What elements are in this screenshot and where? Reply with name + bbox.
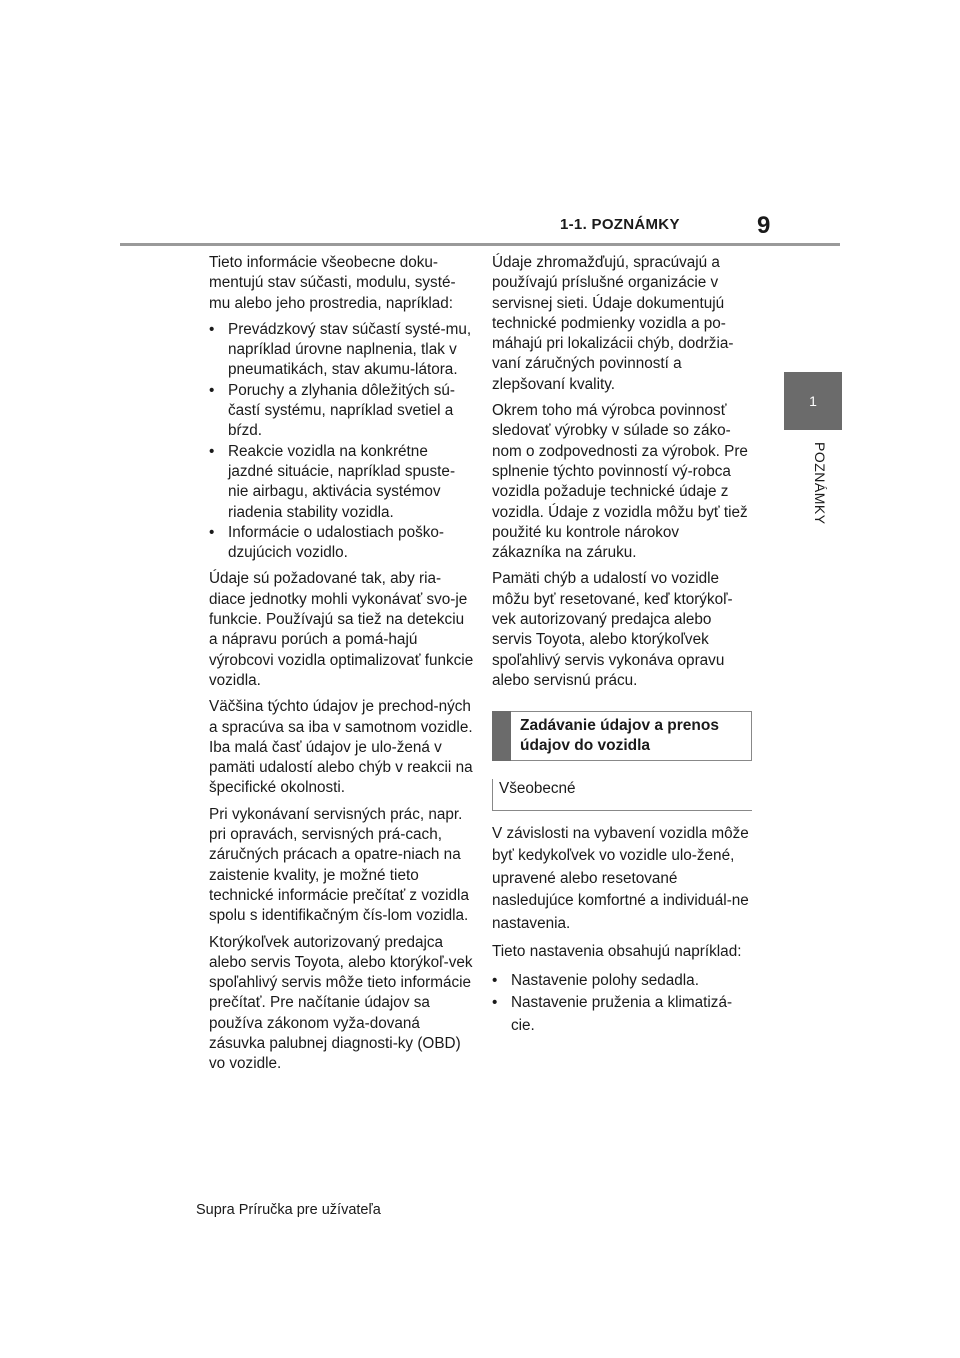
section-title: Zadávanie údajov a prenos údajov do vozidla (520, 717, 719, 755)
paragraph: Pamäti chýb a udalostí vo vozidle môžu byť resetované, keď ktorýkoľ-vek autorizovaný predajca alebo servis Toyota, alebo ktorýkoľvek spoľahlivý servis vykonáva opravu alebo servisnú prácu. (492, 570, 733, 689)
intro-paragraph: Tieto informácie všeobecne doku-mentujú stav súčasti, modulu, systé-mu alebo jeho prostredia, napríklad: (209, 254, 456, 312)
chapter-side-label: POZNÁMKY (812, 442, 828, 525)
chapter-tab: 1 (784, 372, 842, 430)
list-item: • Reakcie vozidla na konkrétne jazdné situácie, napríklad spuste-nie airbagu, aktivácia systémov riadenia stability vozidla. (209, 442, 474, 523)
right-column (492, 253, 752, 1043)
list-item: • Nastavenie polohy sedadla. (492, 970, 752, 993)
list-intro: Tieto nastavenia obsahujú napríklad: (492, 943, 742, 961)
list-item: • Poruchy a zlyhania dôležitých sú-častí systému, napríklad svetiel a bŕzd. (209, 381, 474, 442)
list-item: • Prevádzkový stav súčastí systé-mu, napríklad úrovne naplnenia, tlak v pneumatikách, stav akumu-látora. (209, 320, 474, 381)
paragraph: Väčšina týchto údajov je prechod-ných a spracúva sa iba v samotnom vozidle. Iba malá časť údajov je ulo-žená v pamäti udalostí alebo chýb v reakcii na špecifické okolnosti. (209, 698, 473, 797)
page-number: 9 (757, 212, 771, 239)
list-item: • Nastavenie pruženia a klimatizá-cie. (492, 992, 752, 1037)
paragraph: Údaje sú požadované tak, aby ria-diace jednotky mohli vykonávať svo-je funkcie. Používajú sa tiež na detekciu a nápravu porúch a pomá-hajú výrobcovi vozidla optimalizovať funkcie vozidla. (209, 570, 474, 689)
paragraph: Údaje zhromažďujú, spracúvajú a používajú príslušné organizácie v servisnej sieti. Údaje dokumentujú technické podmienky vozidla a po-máhajú pri lokalizácii chýb, dodržia-vaní záručných povinností a zlepšovaní kvality. (492, 254, 734, 393)
paragraph: Ktorýkoľvek autorizovaný predajca alebo servis Toyota, alebo ktorýkoľ-vek spoľahlivý servis môže tieto informácie prečítať. Pre načítanie údajov sa používa zákonom vyža-dovaná zásuvka palubnej diagnosti-ky (OBD) vo vozidle. (209, 933, 473, 1073)
paragraph: V závislosti na vybavení vozidla môže byť kedykoľvek vo vozidle ulo-žené, upravené alebo resetované nasledujúce komfortné a individuál-ne nastavenia. (492, 824, 749, 932)
list-item: • Informácie o udalostiach poško-dzujúcich vozidlo. (209, 523, 474, 564)
sub-heading: Všeobecné (492, 779, 752, 810)
chapter-header: 1-1. POZNÁMKY (560, 216, 680, 233)
paragraph: Pri vykonávaní servisných prác, napr. pri opravách, servisných prá-cach, záručných prácach a opatre-niach na zaistenie kvality, je možné tieto technické informácie prečítať z vozidla spolu s identifikačným čís-lom vozidla. (209, 805, 469, 925)
section-heading-box (492, 711, 752, 761)
footer-manual-title: Supra Príručka pre užívateľa (196, 1202, 381, 1218)
section-heading-bar (492, 711, 511, 761)
left-column (209, 253, 474, 1081)
data-types-list (209, 320, 474, 564)
settings-list (492, 970, 752, 1038)
settings-section (492, 823, 752, 1038)
header-divider (120, 243, 840, 246)
paragraph: Okrem toho má výrobca povinnosť sledovať výrobky v súlade so záko-nom o zodpovednosti za výrobok. Pre splnenie týchto povinností vý-robca vozidla požaduje technické údaje z vozidla. Údaje z vozidla môžu byť tiež použité ku kontrole nárokov zákazníka na záruku. (492, 402, 748, 562)
